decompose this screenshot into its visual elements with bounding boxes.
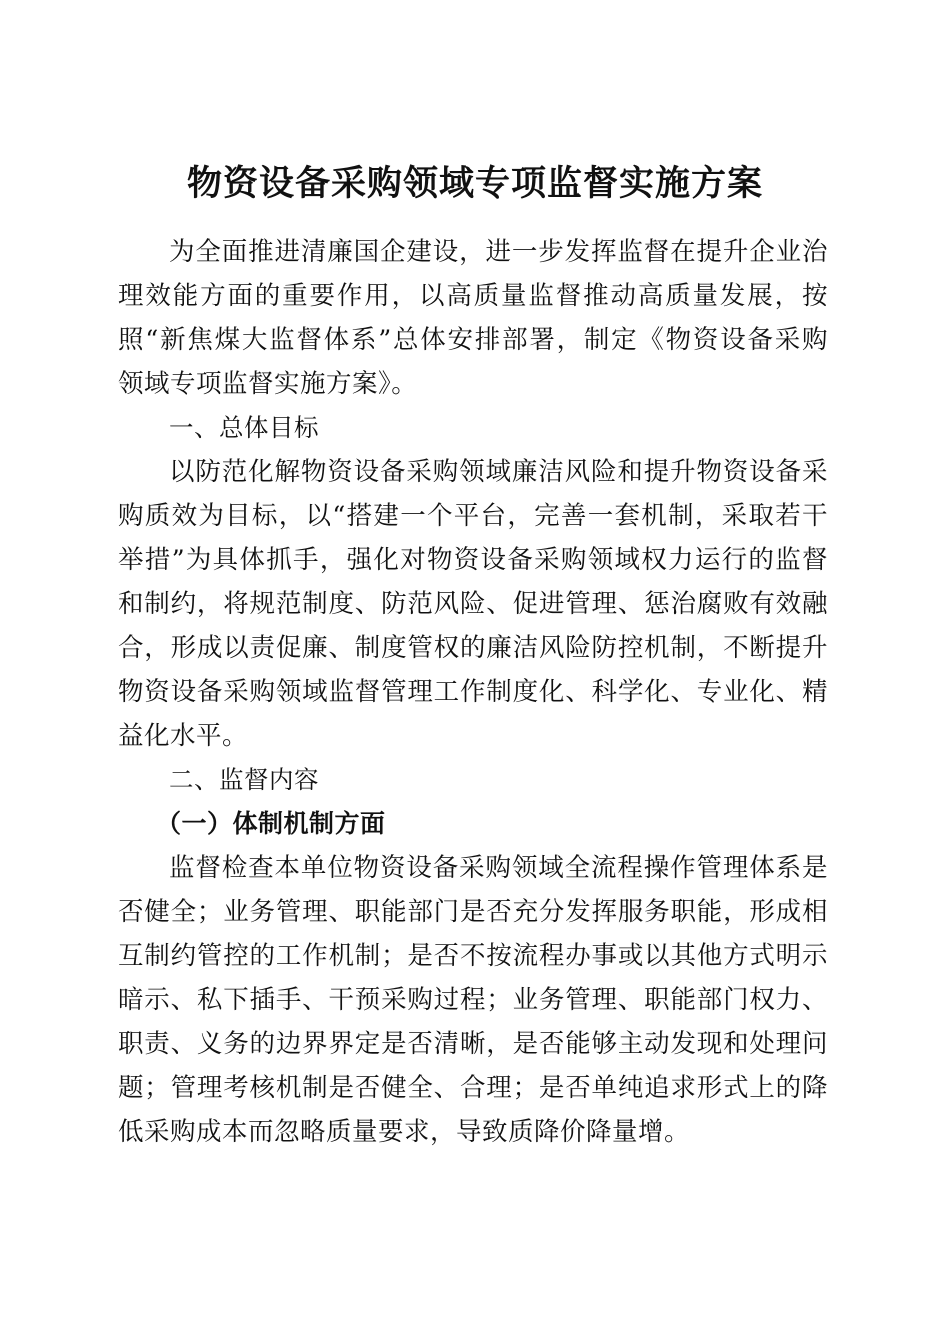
- text-line: 合，形成以责促廉、制度管权的廉洁风险防控机制，不断提升: [118, 633, 828, 663]
- text-line: 理效能方面的重要作用，以高质量监督推动高质量发展，按: [118, 281, 828, 311]
- text-line: 益化水平。: [118, 721, 249, 751]
- subsection-heading-institutional-mechanism: （一）体制机制方面: [156, 809, 386, 838]
- intro-paragraph: [118, 230, 828, 406]
- text-line: 物资设备采购领域监督管理工作制度化、科学化、专业化、精: [118, 677, 828, 707]
- text-line: 题；管理考核机制是否健全、合理；是否单纯追求形式上的降: [118, 1073, 828, 1103]
- mechanism-paragraph: [118, 846, 828, 1154]
- text-line: 职责、义务的边界界定是否清晰，是否能够主动发现和处理问: [118, 1029, 828, 1059]
- text-line: 以防范化解物资设备采购领域廉洁风险和提升物资设备采: [169, 457, 828, 487]
- text-line: 和制约，将规范制度、防范风险、促进管理、惩治腐败有效融: [118, 589, 828, 619]
- text-line: 暗示、私下插手、干预采购过程；业务管理、职能部门权力、: [118, 985, 828, 1015]
- document-title: 物资设备采购领域专项监督实施方案: [186, 163, 763, 205]
- text-line: 领域专项监督实施方案》。: [118, 369, 418, 399]
- text-line: 为全面推进清廉国企建设，进一步发挥监督在提升企业治: [169, 237, 828, 267]
- document-body: [118, 230, 828, 1154]
- text-line: 举措”为具体抓手，强化对物资设备采购领域权力运行的监督: [118, 545, 828, 575]
- text-line: 低采购成本而忽略质量要求，导致质降价降量增。: [118, 1117, 691, 1147]
- text-line: 互制约管控的工作机制；是否不按流程办事或以其他方式明示: [118, 941, 828, 971]
- text-line: 购质效为目标，以“搭建一个平台，完善一套机制，采取若干: [118, 501, 828, 531]
- text-line: 监督检查本单位物资设备采购领域全流程操作管理体系是: [169, 853, 828, 883]
- section-heading-supervision-content: 二、监督内容: [169, 765, 319, 794]
- text-line: 否健全；业务管理、职能部门是否充分发挥服务职能，形成相: [118, 897, 828, 927]
- section-heading-overall-goal: 一、总体目标: [169, 413, 319, 442]
- goal-paragraph: [118, 450, 828, 758]
- text-line: 照“新焦煤大监督体系”总体安排部署，制定《物资设备采购: [118, 325, 828, 355]
